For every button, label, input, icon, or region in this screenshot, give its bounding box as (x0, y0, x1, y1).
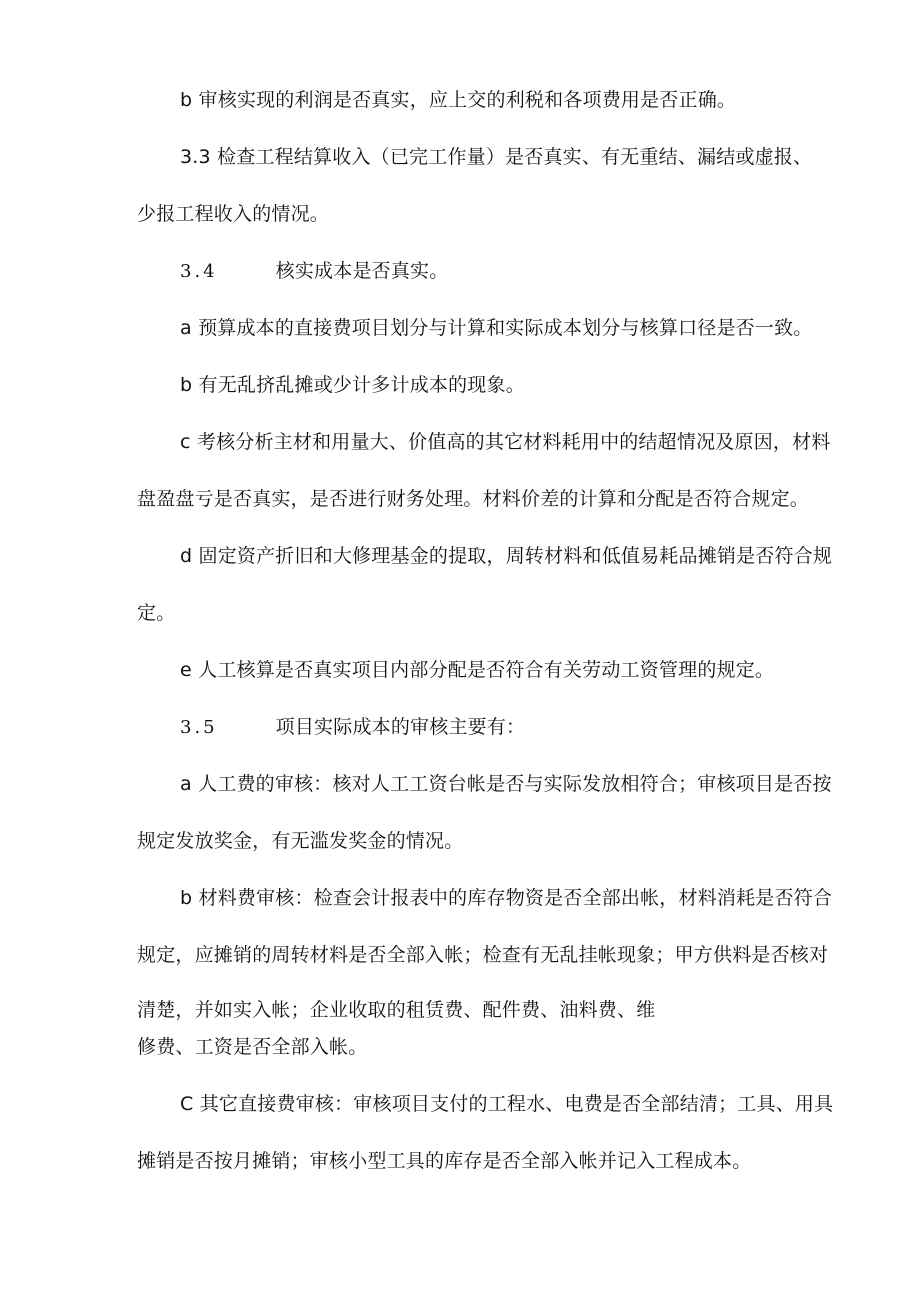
paragraph-line-3-3: 3.3 检查工程结算收入（已完工作量）是否真实、有无重结、漏结或虚报、 (180, 146, 813, 168)
paragraph-line-b-cost: b 有无乱挤乱摊或少计多计成本的现象。 (180, 374, 525, 396)
paragraph-line-d-assets-cont: 定。 (137, 602, 176, 624)
paragraph-line-b-materials-cont2: 清楚，并如实入帐；企业收取的租赁费、配件费、油料费、维 (137, 999, 656, 1021)
paragraph-line-b-materials-cont1: 规定，应摊销的周转材料是否全部入帐；检查有无乱挂帐现象；甲方供料是否核对 (137, 944, 829, 966)
section-number-3-5: 3.5 (180, 717, 218, 738)
paragraph-line-c-direct-cont: 摊销是否按月摊销；审核小型工具的库存是否全部入帐并记入工程成本。 (137, 1150, 752, 1172)
paragraph-line-a-budget: a 预算成本的直接费项目划分与计算和实际成本划分与核算口径是否一致。 (180, 317, 813, 339)
paragraph-line-b-materials: b 材料费审核：检查会计报表中的库存物资是否全部出帐，材料消耗是否符合 (180, 887, 833, 909)
paragraph-line-a-wages: a 人工费的审核：核对人工工资台帐是否与实际发放相符合；审核项目是否按 (180, 773, 832, 795)
section-heading-3-4 (180, 259, 448, 284)
section-title-3-4: 核实成本是否真实。 (275, 260, 449, 282)
paragraph-line-a-wages-cont: 规定发放奖金，有无滥发奖金的情况。 (137, 830, 464, 852)
paragraph-line-c-direct: C 其它直接费审核：审核项目支付的工程水、电费是否全部结清；工具、用具 (180, 1093, 834, 1115)
paragraph-line-c-material-cont: 盘盈盘亏是否真实，是否进行财务处理。材料价差的计算和分配是否符合规定。 (137, 488, 810, 510)
section-heading-3-5 (180, 715, 525, 740)
paragraph-line-3-3-cont: 少报工程收入的情况。 (137, 203, 330, 225)
paragraph-line-b-profit: b 审核实现的利润是否真实，应上交的利税和各项费用是否正确。 (180, 89, 737, 111)
paragraph-line-d-assets: d 固定资产折旧和大修理基金的提取，周转材料和低值易耗品摊销是否符合规 (180, 545, 833, 567)
paragraph-line-e-labor: e 人工核算是否真实项目内部分配是否符合有关劳动工资管理的规定。 (180, 659, 775, 681)
paragraph-line-b-materials-cont3: 修费、工资是否全部入帐。 (137, 1036, 368, 1058)
section-number-3-4: 3.4 (180, 261, 218, 282)
section-title-3-5: 项目实际成本的审核主要有： (275, 716, 526, 738)
paragraph-line-c-material: c 考核分析主材和用量大、价值高的其它材料耗用中的结超情况及原因，材料 (180, 431, 831, 453)
